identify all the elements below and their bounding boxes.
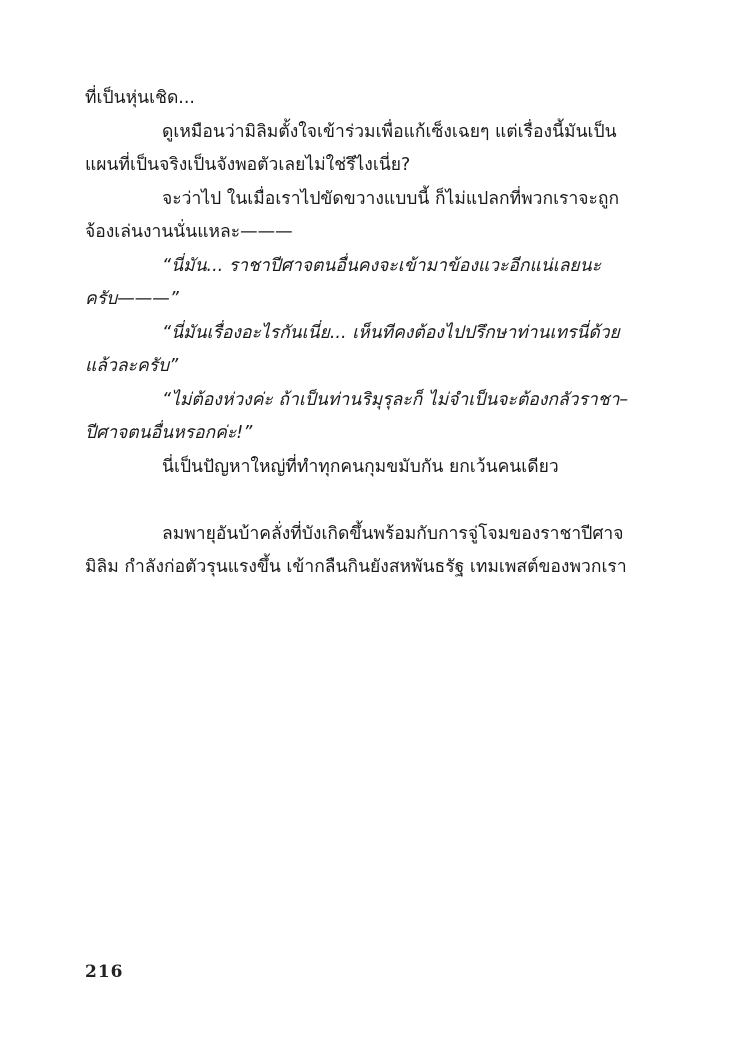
dialogue-line-1: “นี่มัน... ราชาปีศาจตนอื่นคงจะเข้ามาข้องแวะอีกแน่เลยนะ [162, 256, 602, 276]
dialogue-line-5: “ไม่ต้องห่วงค่ะ ถ้าเป็นท่านริมุรุละก็ ไม่จำเป็นจะต้องกลัวราชา– [162, 390, 629, 410]
paragraph-line-4: จะว่าไป ในเมื่อเราไปขัดขวางแบบนี้ ก็ไม่แปลกที่พวกเราจะถูก [162, 189, 620, 209]
paragraph-line-3: แผนที่เป็นจริงเป็นจังพอตัวเลยไม่ใช่รึไงเนี่ย? [85, 155, 411, 175]
dialogue-line-3: “นี่มันเรื่องอะไรกันเนี่ย... เห็นทีคงต้องไปปรึกษาท่านเทรนี่ด้วย [162, 323, 620, 343]
paragraph-line-5: จ้องเล่นงานนั่นแหละ——— [85, 222, 293, 242]
paragraph-line-2: ดูเหมือนว่ามิลิมตั้งใจเข้าร่วมเพื่อแก้เซ็งเฉยๆ แต่เรื่องนี้มันเป็น [162, 122, 617, 142]
paragraph-line-7: ลมพายุอันบ้าคลั่งที่บังเกิดขึ้นพร้อมกับการจู่โจมของราชาปีศาจ [162, 524, 624, 544]
page-number: 216 [85, 962, 124, 982]
dialogue-line-6: ปีศาจตนอื่นหรอกค่ะ!” [85, 423, 253, 443]
dialogue-line-2: ครับ———” [85, 289, 179, 309]
dialogue-line-4: แล้วละครับ” [85, 356, 179, 376]
paragraph-line-6: นี่เป็นปัญหาใหญ่ที่ทำทุกคนกุมขมับกัน ยกเว้นคนเดียว [162, 457, 559, 477]
paragraph-line-8: มิลิม กำลังก่อตัวรุนแรงขึ้น เข้ากลืนกินยังสหพันธรัฐ เทมเพสต์ของพวกเรา [85, 557, 627, 577]
paragraph-line-1: ที่เป็นหุ่นเชิด... [85, 88, 195, 108]
